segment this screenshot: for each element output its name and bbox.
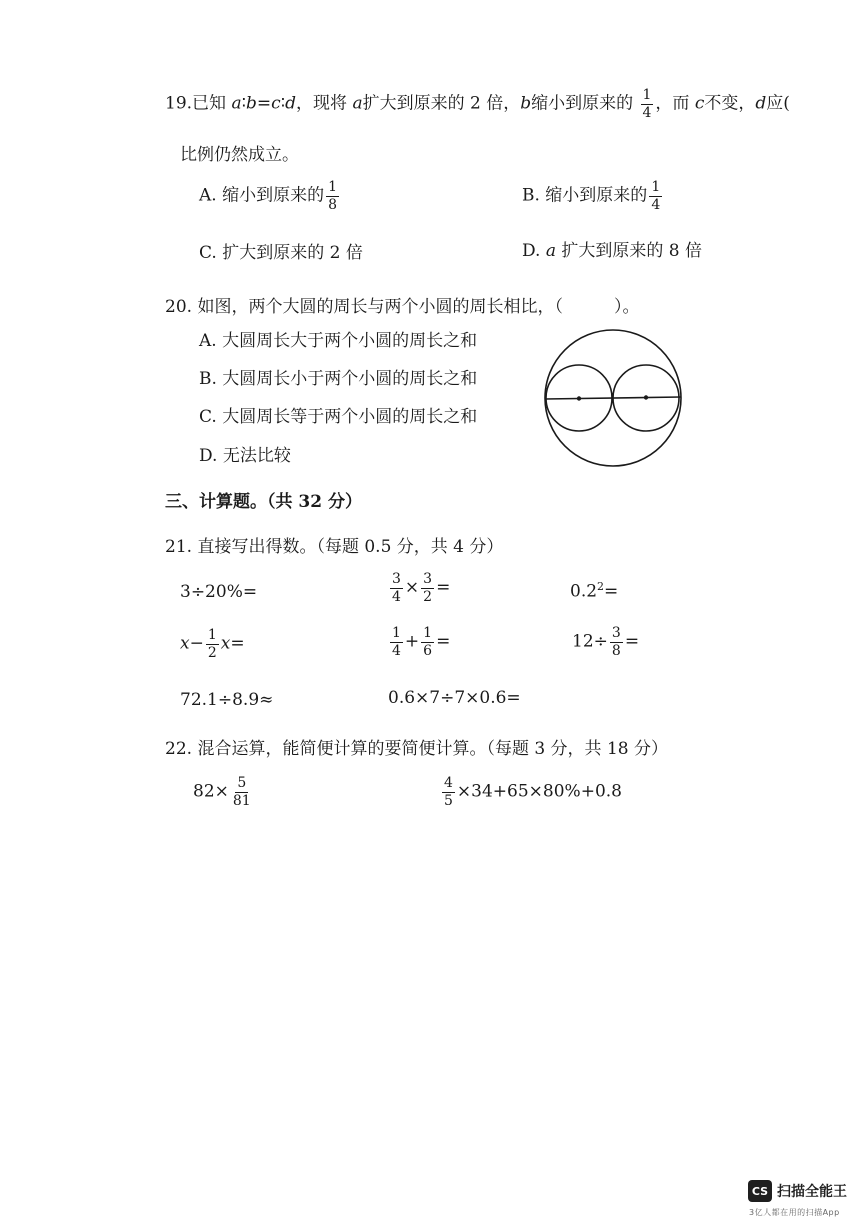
q19-line2: 比例仍然成立。: [180, 145, 299, 165]
q19-option-a: A. 缩小到原来的 $\frac{1}{8}$: [199, 179, 338, 213]
q21-expr-3: $0.2^2=$: [570, 580, 619, 602]
scanner-watermark: [748, 1180, 847, 1202]
q21-expr-2: $\frac{3}{4}$ × $\frac{3}{2}$ =: [392, 571, 451, 605]
q21-expr-5: $\frac{1}{4}$ + $\frac{1}{6}$ =: [392, 625, 451, 659]
q19-option-d: D. a 扩大到原来的 8 倍: [522, 241, 703, 261]
scanner-tagline: 3亿人都在用的扫描App: [749, 1208, 840, 1217]
q21-question: 21. 直接写出得数。（每题 0.5 分，共 4 分）: [165, 537, 504, 557]
q20-question: 20. 如图，两个大圆的周长与两个小圆的周长相比，（ ）。: [165, 297, 640, 317]
q20-option-a: A. 大圆周长大于两个小圆的周长之和: [199, 331, 478, 351]
q21-expr-4: x− $\frac{1}{2}$ x=: [180, 627, 245, 661]
q22-expr-1: 82× $\frac{5}{81}$: [193, 775, 251, 809]
q22-expr-2: $\frac{4}{5}$ ×34+65×80%+0.8: [444, 775, 622, 809]
q21-expr-8: 0.6×7÷7×0.6=: [388, 688, 521, 708]
cs-logo-icon: CS: [748, 1180, 772, 1202]
q20-option-c: C. 大圆周长等于两个小圆的周长之和: [199, 407, 478, 427]
q19-fraction: $\frac{1}{4}$: [642, 87, 652, 121]
q20-option-d: D. 无法比较: [199, 446, 291, 466]
q21-expr-6: 12÷ $\frac{3}{8}$ =: [572, 625, 640, 659]
q21-expr-7: 72.1÷8.9≈: [180, 690, 274, 710]
q22-question: 22. 混合运算，能简便计算的要简便计算。（每题 3 分，共 18 分）: [165, 739, 669, 759]
circles-figure: [540, 326, 692, 472]
center-dot-right: [644, 395, 648, 399]
q20-option-b: B. 大圆周长小于两个小圆的周长之和: [199, 369, 478, 389]
diameter-line: [545, 397, 681, 399]
center-dot-left: [577, 396, 581, 400]
q19-line1: 19.已知 a∶b=c∶d，现将 a扩大到原来的 2 倍，b缩小到原来的 $\frac{1}{4}$ ，而 c不变，d应(: [165, 87, 790, 121]
q21-expr-1: 3÷20%=: [180, 582, 258, 602]
q19-option-b: B. 缩小到原来的 $\frac{1}{4}$: [522, 179, 661, 213]
scanner-app-name: 扫描全能王: [777, 1184, 847, 1200]
section-3-title: 三、计算题。（共 32 分）: [165, 492, 362, 512]
q19-option-c: C. 扩大到原来的 2 倍: [199, 243, 363, 263]
